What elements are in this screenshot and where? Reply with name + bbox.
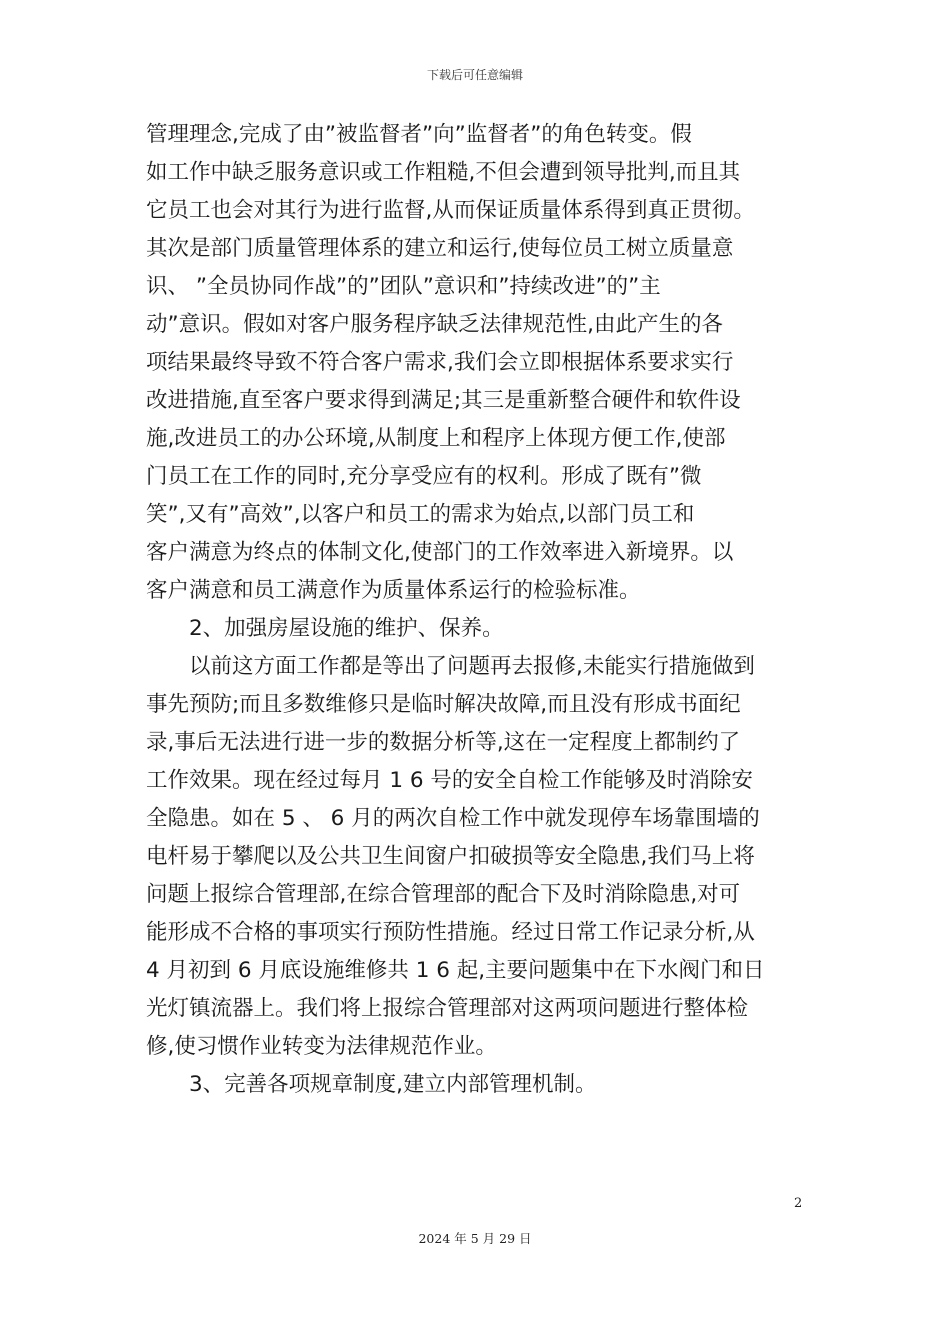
text-line: 4 月初到 6 月底设施维修共 1 6 起,主要问题集中在下水阀门和日 <box>146 958 765 983</box>
text-line: 门员工在工作的同时,充分享受应有的权利。形成了既有”微 <box>146 464 702 489</box>
text-line: 以前这方面工作都是等出了问题再去报修,未能实行措施做到 <box>189 654 755 679</box>
text-line: 工作效果。现在经过每月 1 6 号的安全自检工作能够及时消除安 <box>146 768 753 793</box>
page-header: 下载后可任意编辑 <box>426 68 523 82</box>
text-line: 动”意识。假如对客户服务程序缺乏法律规范性,由此产生的各 <box>146 312 723 337</box>
text-line: 客户满意为终点的体制文化,使部门的工作效率进入新境界。以 <box>146 540 734 565</box>
text-line: 如工作中缺乏服务意识或工作粗糙,不但会遭到领导批判,而且其 <box>146 160 741 185</box>
text-line: 管理理念,完成了由”被监督者”向”监督者”的角色转变。假 <box>146 122 692 147</box>
text-line: 全隐患。如在 5 、 6 月的两次自检工作中就发现停车场靠围墙的 <box>146 806 760 831</box>
text-line: 项结果最终导致不符合客户需求,我们会立即根据体系要求实行 <box>146 350 734 375</box>
section-heading-3: 3、完善各项规章制度,建立内部管理机制。 <box>189 1072 597 1097</box>
page-number: 2 <box>794 1196 803 1211</box>
text-line: 问题上报综合管理部,在综合管理部的配合下及时消除隐患,对可 <box>146 882 741 907</box>
text-line: 改进措施,直至客户要求得到满足;其三是重新整合硬件和软件设 <box>146 388 741 413</box>
text-line: 客户满意和员工满意作为质量体系运行的检验标准。 <box>146 578 641 603</box>
text-line: 它员工也会对其行为进行监督,从而保证质量体系得到真正贯彻。 <box>146 198 755 223</box>
text-line: 能形成不合格的事项实行预防性措施。经过日常工作记录分析,从 <box>146 920 755 945</box>
page-footer-date: 2024 年 5 月 29 日 <box>418 1231 532 1246</box>
text-line: 录,事后无法进行进一步的数据分析等,这在一定程度上都制约了 <box>146 730 741 755</box>
text-line: 施,改进员工的办公环境,从制度上和程序上体现方便工作,使部 <box>146 426 726 451</box>
text-line: 其次是部门质量管理体系的建立和运行,使每位员工树立质量意 <box>146 236 734 261</box>
section-heading-2: 2、加强房屋设施的维护、保养。 <box>189 616 504 641</box>
text-line: 事先预防;而且多数维修只是临时解决故障,而且没有形成书面纪 <box>146 692 741 717</box>
text-line: 识、 ”全员协同作战”的”团队”意识和”持续改进”的”主 <box>146 274 661 299</box>
text-line: 笑”,又有”高效”,以客户和员工的需求为始点,以部门员工和 <box>146 502 695 527</box>
document-body <box>146 116 812 1104</box>
text-line: 修,使习惯作业转变为法律规范作业。 <box>146 1034 497 1059</box>
text-line: 光灯镇流器上。我们将上报综合管理部对这两项问题进行整体检 <box>146 996 749 1021</box>
text-line: 电杆易于攀爬以及公共卫生间窗户扣破损等安全隐患,我们马上将 <box>146 844 755 869</box>
